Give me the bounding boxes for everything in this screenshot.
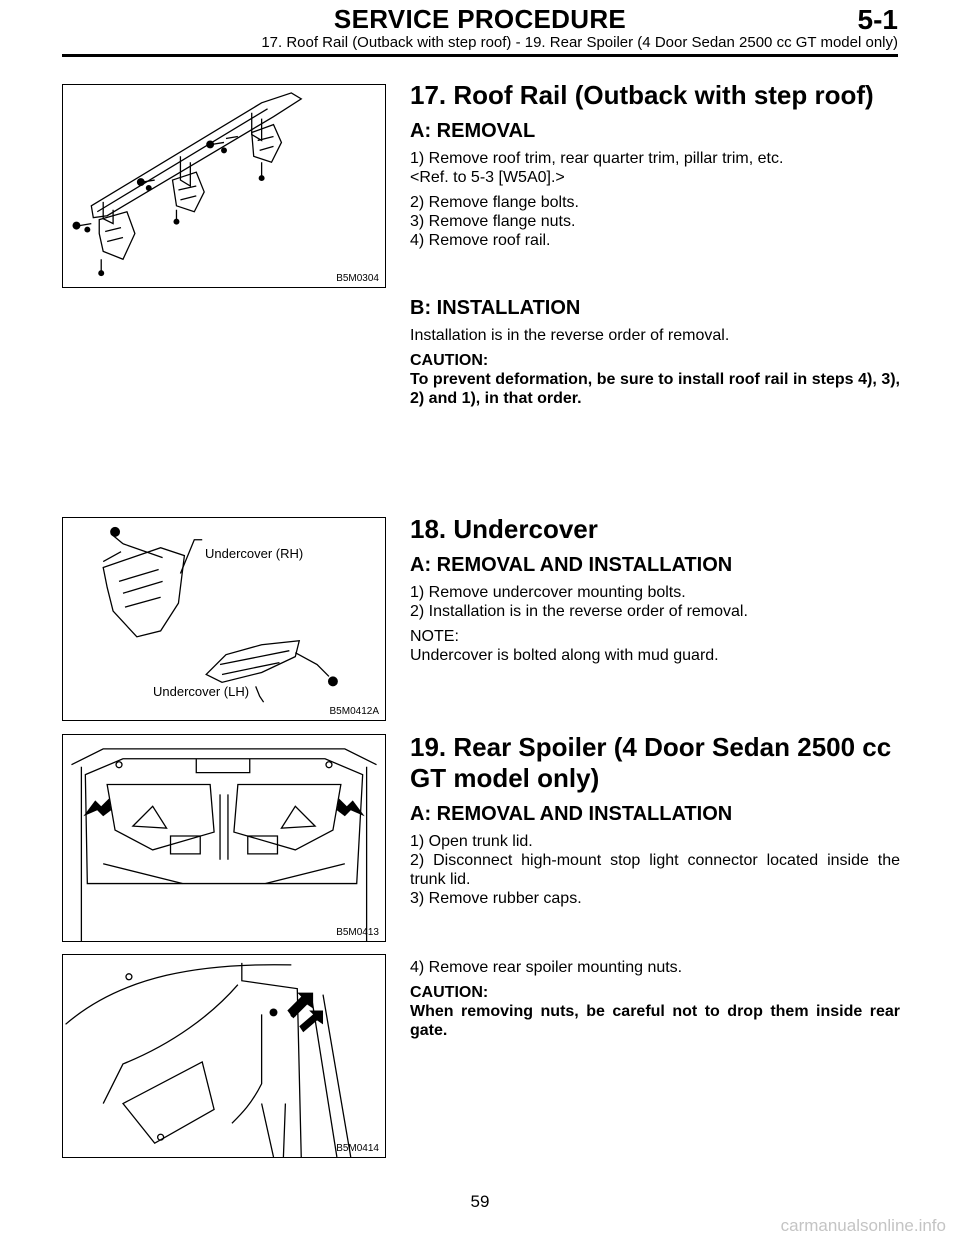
figure-caption: B5M0414 xyxy=(336,1143,379,1154)
step-text: 3) Remove rubber caps. xyxy=(410,890,582,907)
reference-text: <Ref. to 5-3 [W5A0].> xyxy=(410,169,565,186)
caution-text: When removing nuts, be careful not to drop them inside rear gate. xyxy=(410,1003,900,1039)
figure-roof-rail xyxy=(62,84,386,288)
section-18 xyxy=(410,514,900,665)
figure-caption: B5M0304 xyxy=(336,273,379,284)
header-title: SERVICE PROCEDURE xyxy=(333,4,627,34)
caution-label: CAUTION: xyxy=(410,984,489,1001)
label-undercover-rh: Undercover (RH) xyxy=(205,546,304,561)
section-heading: 18. Undercover xyxy=(410,514,598,544)
roof-rail-illustration xyxy=(63,85,385,287)
note-label: NOTE: xyxy=(410,628,459,645)
page-header xyxy=(62,4,898,54)
subsection-heading: A: REMOVAL AND INSTALLATION xyxy=(410,554,733,576)
page-number: 59 xyxy=(470,1192,490,1211)
subsection-heading: A: REMOVAL AND INSTALLATION xyxy=(410,803,733,825)
caution-text: To prevent deformation, be sure to install roof rail in steps 4), 3), 2) and 1), in that order. xyxy=(410,371,900,407)
section-17-installation xyxy=(410,296,900,408)
header-subtitle: 17. Roof Rail (Outback with step roof) - 19. Rear Spoiler (4 Door Sedan 2500 cc GT model only) xyxy=(261,34,898,51)
header-rule xyxy=(62,54,898,57)
section-heading-line2: GT model only) xyxy=(410,763,600,793)
watermark: carmanualsonline.info xyxy=(780,1216,946,1235)
subsection-heading: B: INSTALLATION xyxy=(410,297,581,319)
figure-caption: B5M0412A xyxy=(329,706,379,717)
step-text: 2) Disconnect high-mount stop light connector located inside the trunk lid. xyxy=(410,852,900,888)
caution-label: CAUTION: xyxy=(410,352,489,369)
step-text: 2) Installation is in the reverse order of removal. xyxy=(410,603,748,620)
figure-undercover xyxy=(62,517,386,721)
figure-trunk-lid xyxy=(62,734,386,942)
label-undercover-lh: Undercover (LH) xyxy=(153,684,250,699)
trunk-lid-illustration xyxy=(63,735,385,941)
section-19-continued xyxy=(410,958,900,1040)
subsection-heading: A: REMOVAL xyxy=(410,120,536,142)
step-text: 1) Remove undercover mounting bolts. xyxy=(410,584,686,601)
figure-caption: B5M0413 xyxy=(336,927,379,938)
section-19 xyxy=(410,732,900,908)
step-text: 1) Open trunk lid. xyxy=(410,833,533,850)
section-17 xyxy=(410,80,900,250)
step-text: 2) Remove flange bolts. xyxy=(410,194,579,211)
step-text: 4) Remove roof rail. xyxy=(410,232,551,249)
step-text: 4) Remove rear spoiler mounting nuts. xyxy=(410,959,683,976)
section-heading: 17. Roof Rail (Outback with step roof) xyxy=(410,80,874,110)
section-number: 5-1 xyxy=(857,4,898,35)
note-text: Undercover is bolted along with mud guard. xyxy=(410,647,719,664)
body-text: Installation is in the reverse order of removal. xyxy=(410,327,730,344)
rear-gate-illustration xyxy=(63,955,385,1157)
step-text: 3) Remove flange nuts. xyxy=(410,213,576,230)
figure-rear-gate xyxy=(62,954,386,1158)
step-text: 1) Remove roof trim, rear quarter trim, pillar trim, etc. xyxy=(410,150,784,167)
section-heading-line1: 19. Rear Spoiler (4 Door Sedan 2500 cc xyxy=(410,732,892,762)
